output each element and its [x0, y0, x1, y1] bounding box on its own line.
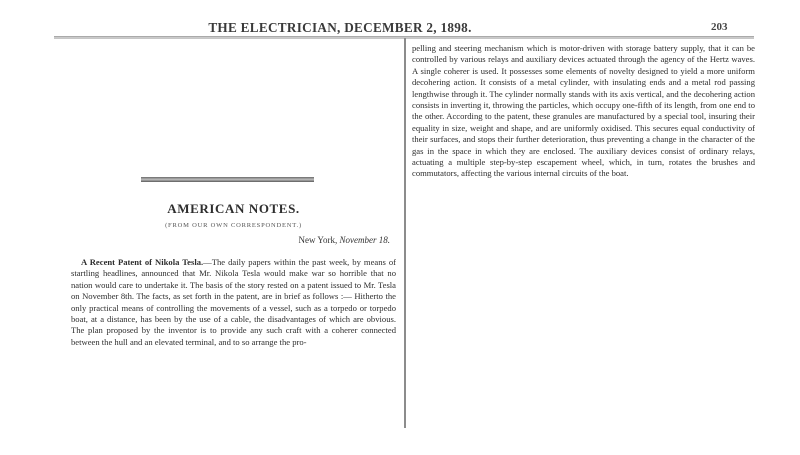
page-number: 203	[711, 21, 728, 33]
running-head	[120, 20, 760, 36]
left-column-text: —The daily papers within the past week, by means of startling headlines, announced that Mr. Nikola Tesla would make war so horrible that no nation would care to undertake it. The basis of the story rested on a patent issued to Mr. Tesla on November 8th. The facts, as set forth in the patent, are in brief as follows :— Hitherto the only practical means of controlling the movements of a vessel, such as a torpedo or torpedo boat, at a distance, has been by the use of a cable, the disadvantages of which are obvious. The plan proposed by the inventor is to provide any such craft with a coherer connected between the hull and an elevated terminal, and to so arrange the pro-	[71, 257, 396, 347]
dateline-date: November 18.	[339, 235, 390, 245]
section-rule	[141, 177, 314, 182]
article-paragraph-right: pelling and steering mechanism which is motor-driven with storage battery supply, that it can be controlled by various relays and auxiliary devices actuated through the agency of the Hertz waves. A single coherer is used. It possesses some elements of novelty designed to yield a more uniform decohering action. It consists of a metal cylinder, with insulating ends and a metal rod passing lengthwise through it. The cylinder normally stands with its axis vertical, and the decohering action consists in inverting it, throwing the particles, which occupy one-fifth of its length, from one end to the other. According to the patent, these granules are manufactured by a special tool, insuring their equality in size, weight and shape, and are uniformly oxidised. This secures equal conductivity of their surfaces, and stops their further deterioration, thus preventing a change in the character of the gas in the space in which they are enclosed. The auxiliary devices consist of ordinary relays, actuating a multiple step-by-step escapement wheel, which, in turn, rotates the brushes and commutators, affecting the various internal circuits of the boat.	[412, 43, 755, 179]
dateline	[298, 235, 390, 245]
publication-title: THE ELECTRICIAN, DECEMBER 2, 1898.	[208, 20, 472, 35]
column-divider	[404, 38, 406, 428]
section-title: AMERICAN NOTES.	[167, 201, 300, 216]
section-subtitle: (FROM OUR OWN CORRESPONDENT.)	[165, 222, 302, 229]
article-paragraph-left	[71, 257, 396, 348]
left-column	[71, 38, 396, 428]
lead-heading: A Recent Patent of Nikola Tesla.	[81, 257, 204, 267]
dateline-place: New York,	[298, 235, 338, 245]
